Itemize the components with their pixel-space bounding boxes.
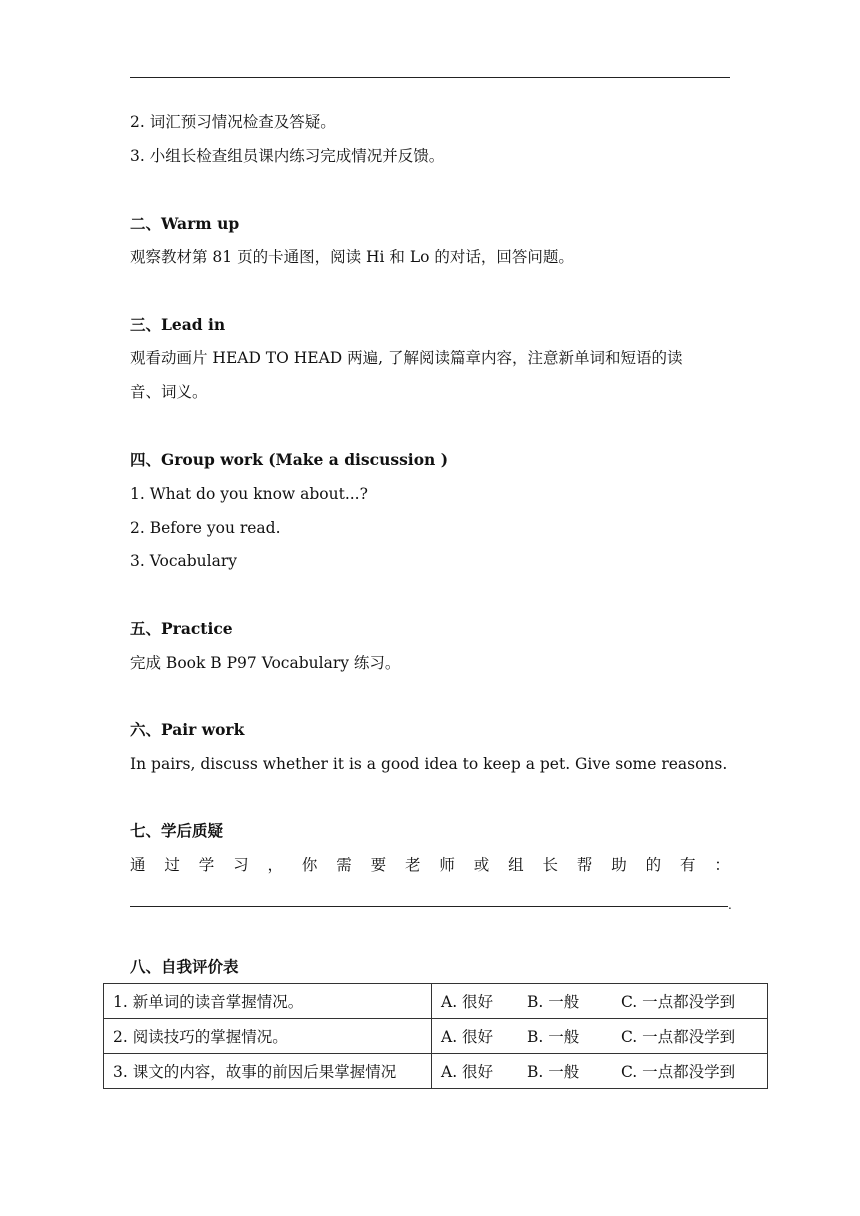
eval-options: [432, 1054, 768, 1089]
prompt-char: 组: [508, 856, 524, 874]
option-b[interactable]: B. 一般: [527, 993, 580, 1011]
lead-in-heading: 三、Lead in: [130, 315, 226, 334]
intro-item-3: 3. 小组长检查组员课内练习完成情况并反馈。: [130, 147, 445, 165]
eval-options: [432, 1019, 768, 1054]
eval-item: 1. 新单词的读音掌握情况。: [104, 984, 432, 1019]
prompt-char: 通: [130, 856, 146, 874]
prompt-char: 助: [611, 856, 627, 874]
prompt-char: 帮: [576, 856, 593, 874]
group-work-heading: 四、Group work (Make a discussion ): [130, 450, 449, 469]
option-b[interactable]: B. 一般: [527, 1063, 580, 1081]
prompt-char: 师: [439, 856, 455, 874]
practice-body: 完成 Book B P97 Vocabulary 练习。: [130, 654, 401, 672]
practice-heading: 五、Practice: [130, 619, 233, 638]
header-rule: [130, 77, 730, 78]
prompt-char: 的: [645, 856, 662, 874]
eval-item: 2. 阅读技巧的掌握情况。: [104, 1019, 432, 1054]
self-eval-table: [103, 983, 768, 1089]
option-c[interactable]: C. 一点都没学到: [621, 1028, 736, 1046]
prompt-char: 老: [405, 856, 421, 874]
questions-prompt: [130, 855, 730, 875]
prompt-char: 你: [301, 856, 318, 874]
prompt-char: 习: [233, 856, 249, 874]
option-a[interactable]: A. 很好: [441, 1028, 494, 1046]
option-a[interactable]: A. 很好: [441, 993, 494, 1011]
prompt-char: 要: [370, 856, 387, 874]
lead-in-body-line2: 音、词义。: [130, 383, 208, 401]
table-row: [104, 984, 768, 1019]
warm-up-body: 观察教材第 81 页的卡通图，阅读 Hi 和 Lo 的对话，回答问题。: [130, 248, 574, 266]
pair-work-heading: 六、Pair work: [130, 720, 245, 739]
table-row: [104, 1054, 768, 1089]
questions-heading: 七、学后质疑: [130, 821, 224, 840]
prompt-char: 长: [542, 856, 559, 874]
pair-work-body: In pairs, discuss whether it is a good idea to keep a pet. Give some reasons.: [130, 755, 728, 773]
lead-in-body-line1: 观看动画片 HEAD TO HEAD 两遍, 了解阅读篇章内容，注意新单词和短语的读: [130, 349, 683, 367]
prompt-char: ，: [267, 856, 284, 874]
answer-blank-line[interactable]: [130, 906, 728, 907]
table-row: [104, 1019, 768, 1054]
eval-item: 3. 课文的内容，故事的前因后果掌握情况: [104, 1054, 432, 1089]
prompt-char: 有: [680, 856, 696, 874]
prompt-char: 需: [336, 856, 352, 874]
eval-options: [432, 984, 768, 1019]
intro-item-2: 2. 词汇预习情况检查及答疑。: [130, 113, 336, 131]
option-c[interactable]: C. 一点都没学到: [621, 993, 736, 1011]
prompt-char: 或: [473, 856, 490, 874]
prompt-char: 过: [164, 856, 180, 874]
warm-up-heading: 二、Warm up: [130, 214, 240, 233]
answer-blank-end-mark: .: [728, 898, 732, 912]
prompt-char: ：: [714, 856, 730, 874]
group-work-item-3: 3. Vocabulary: [130, 552, 238, 570]
prompt-char: 学: [198, 856, 215, 874]
option-c[interactable]: C. 一点都没学到: [621, 1063, 736, 1081]
group-work-item-1: 1. What do you know about...?: [130, 485, 368, 503]
option-b[interactable]: B. 一般: [527, 1028, 580, 1046]
option-a[interactable]: A. 很好: [441, 1063, 494, 1081]
group-work-item-2: 2. Before you read.: [130, 519, 281, 537]
self-eval-heading: 八、自我评价表: [130, 957, 239, 976]
